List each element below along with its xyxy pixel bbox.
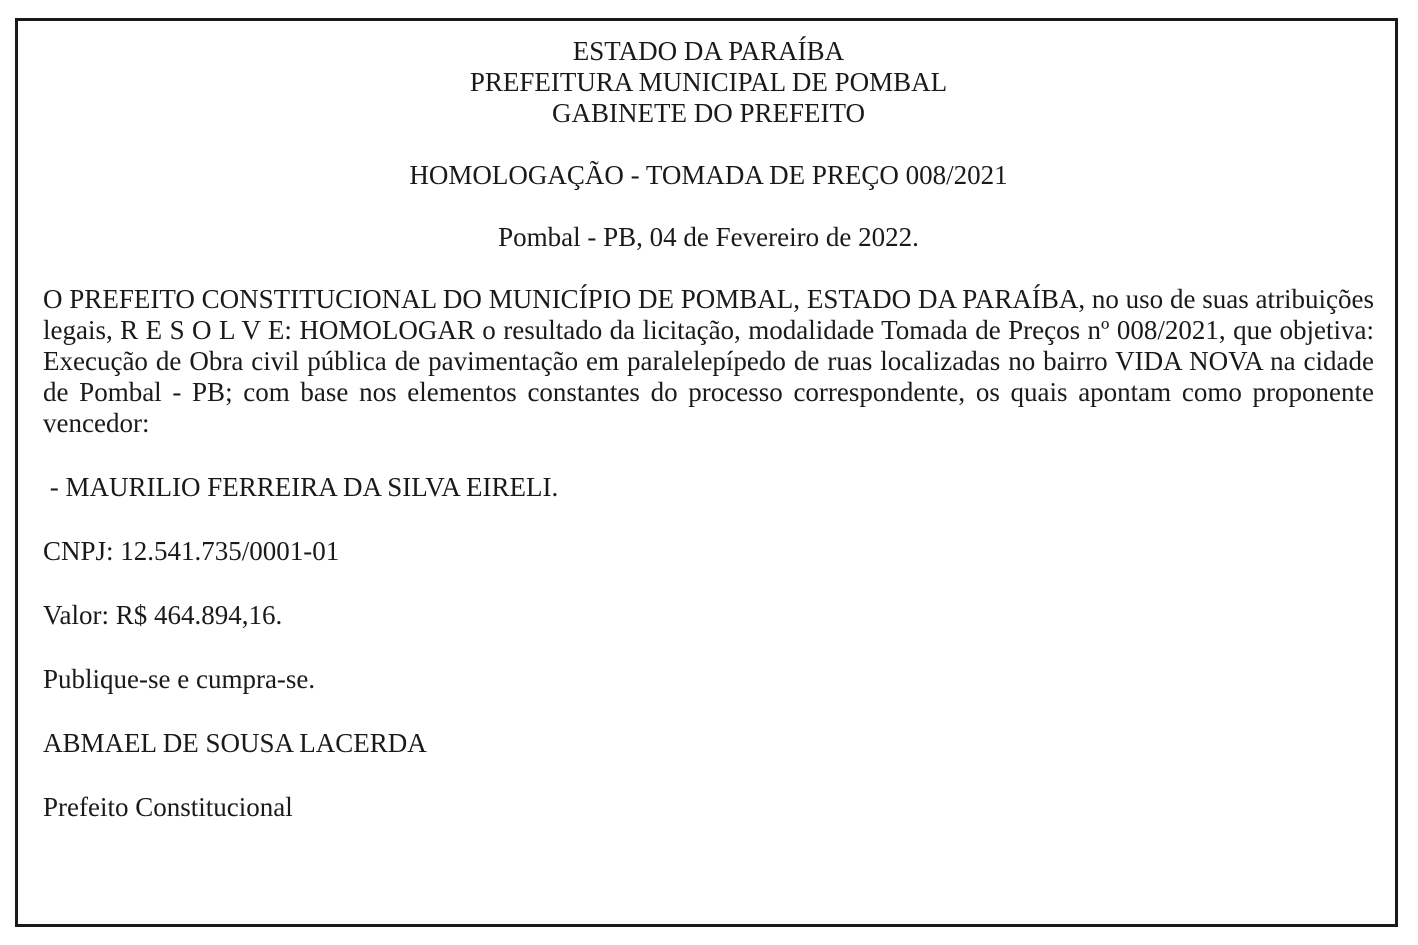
place-date: Pombal - PB, 04 de Fevereiro de 2022. [498, 222, 919, 252]
header-state: ESTADO DA PARAÍBA [572, 36, 845, 66]
document-content [43, 36, 1374, 823]
header-prefecture: PREFEITURA MUNICIPAL DE POMBAL [469, 67, 948, 97]
cnpj-line: CNPJ: 12.541.735/0001-01 [43, 536, 340, 566]
header-office: GABINETE DO PREFEITO [552, 98, 865, 128]
body-paragraph: O PREFEITO CONSTITUCIONAL DO MUNICÍPIO DE POMBAL, ESTADO DA PARAÍBA, no uso de suas atribuições legais, R E S O L V E: HOMOLOGAR o resultado da licitação, modalidade Tomada de Preços nº 008/2021, que objetiva: Execução de Obra civil pública de pavimentação em paralelepípedo de ruas localizadas no bairro VIDA NOVA na cidade de Pombal - PB; com base nos elementos constantes do processo correspondente, os quais apontam como proponente vencedor: [43, 284, 1374, 438]
value-line: Valor: R$ 464.894,16. [43, 600, 283, 630]
document-title: HOMOLOGAÇÃO - TOMADA DE PREÇO 008/2021 [409, 160, 1008, 190]
signatory-role: Prefeito Constitucional [43, 792, 293, 822]
closing-line: Publique-se e cumpra-se. [43, 664, 316, 694]
signatory-name: ABMAEL DE SOUSA LACERDA [43, 728, 427, 758]
winner-name: - MAURILIO FERREIRA DA SILVA EIRELI. [43, 472, 559, 502]
